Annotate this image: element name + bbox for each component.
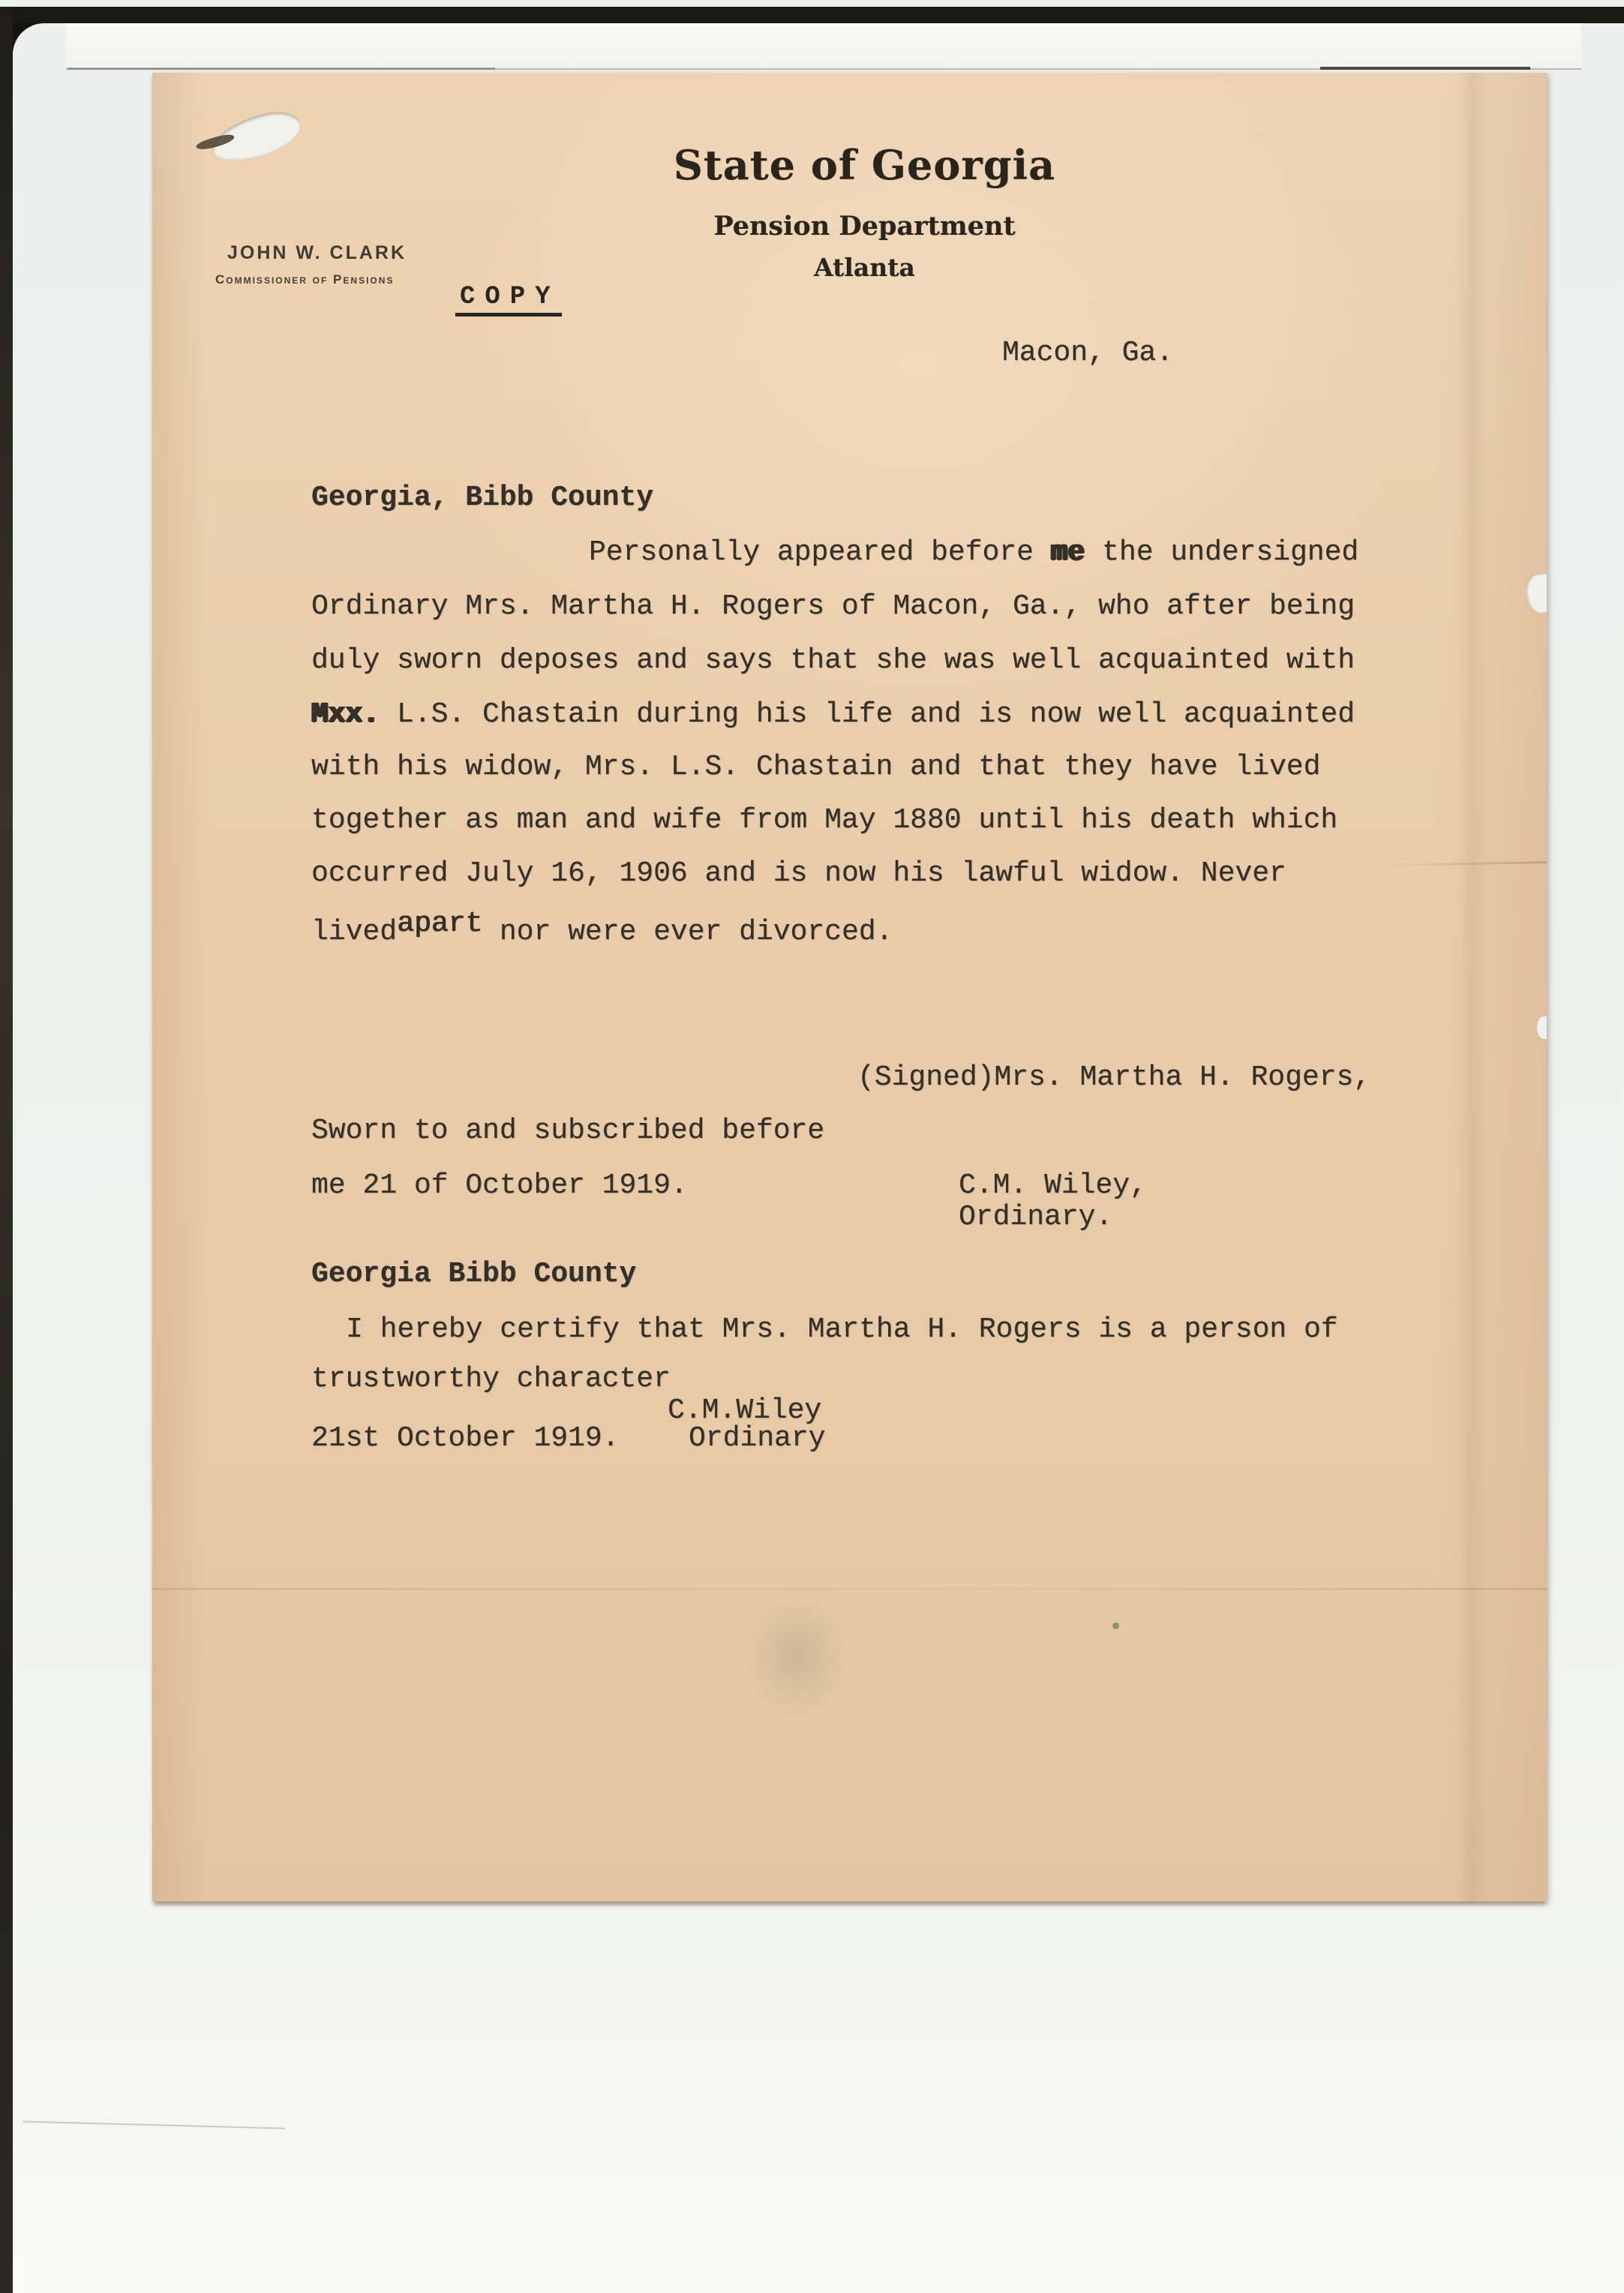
paper-crease-bottom: [152, 1588, 1547, 1590]
affidavit-line-3: duly sworn deposes and says that she was well acquainted with: [311, 644, 1355, 677]
affidavit-line-1-pre: Personally appeared before: [589, 536, 1051, 569]
certification-line-1: I hereby certify that Mrs. Martha H. Rogers is a person of: [346, 1313, 1338, 1346]
affidavit-line-5: with his widow, Mrs. L.S. Chastain and that they have lived: [311, 751, 1321, 783]
certification-officer-title: Ordinary: [689, 1422, 826, 1454]
affidavit-line-1-post: the undersigned: [1085, 536, 1359, 569]
tape-shadow-line-right: [1320, 67, 1530, 70]
certification-line-2: trustworthy character: [311, 1363, 671, 1395]
affidavit-line-4: [311, 698, 1355, 731]
certification-officer-name: C.M.Wiley: [668, 1394, 822, 1427]
tape-strip: [66, 23, 1581, 70]
salutation: Georgia, Bibb County: [311, 482, 654, 514]
paper-crease-vertical: [1457, 73, 1487, 1901]
scanner-edge-top: [0, 7, 1624, 23]
inserted-word: apart: [397, 908, 483, 940]
dateline: Macon, Ga.: [1002, 337, 1174, 369]
overstruck-word: me: [1050, 536, 1085, 569]
certification-heading: Georgia Bibb County: [311, 1258, 637, 1290]
attestation-line-1: Sworn to and subscribed before: [311, 1115, 825, 1147]
scanner-edge-left: [0, 7, 13, 2293]
scanner-top-sliver: [0, 0, 1624, 7]
signed-line: (Signed)Mrs. Martha H. Rogers,: [857, 1061, 1371, 1094]
edge-tear-notch: [1537, 1016, 1547, 1039]
edge-tear-notch: [1524, 573, 1547, 614]
stain-green-dot: [1112, 1622, 1119, 1629]
affidavit-line-7: occurred July 16, 1906 and is now his lawful widow. Never: [311, 857, 1286, 890]
affidavit-line-4-post: L.S. Chastain during his life and is now well acquainted: [380, 698, 1355, 731]
affidavit-line-8: [311, 908, 893, 949]
affidavit-line-8-post: nor were ever divorced.: [482, 916, 893, 948]
letterhead-state: State of Georgia: [673, 141, 1056, 189]
copy-label: COPY: [455, 284, 562, 317]
affidavit-line-6: together as man and wife from May 1880 until his death which: [311, 804, 1338, 836]
attestation-officer-title: Ordinary.: [959, 1201, 1113, 1233]
letter-paper: [152, 73, 1547, 1901]
attestation-officer-name: C.M. Wiley,: [959, 1169, 1147, 1202]
overstruck-word: Mxx.: [311, 698, 380, 731]
affidavit-line-2: Ordinary Mrs. Martha H. Rogers of Macon, Ga., who after being: [311, 590, 1355, 623]
official-name: JOHN W. CLARK: [227, 242, 407, 263]
letterhead-department: Pension Department: [713, 211, 1016, 242]
certification-date: 21st October 1919.: [311, 1422, 620, 1454]
tape-shadow-line-left: [68, 68, 495, 70]
affidavit-line-8-pre: lived: [311, 916, 398, 948]
attestation-line-2: me 21 of October 1919.: [311, 1169, 688, 1202]
stain-smudge: [745, 1595, 850, 1715]
official-title: Commissioner of Pensions: [215, 272, 395, 287]
letterhead-city: Atlanta: [814, 253, 915, 282]
affidavit-line-1: [589, 536, 1358, 569]
